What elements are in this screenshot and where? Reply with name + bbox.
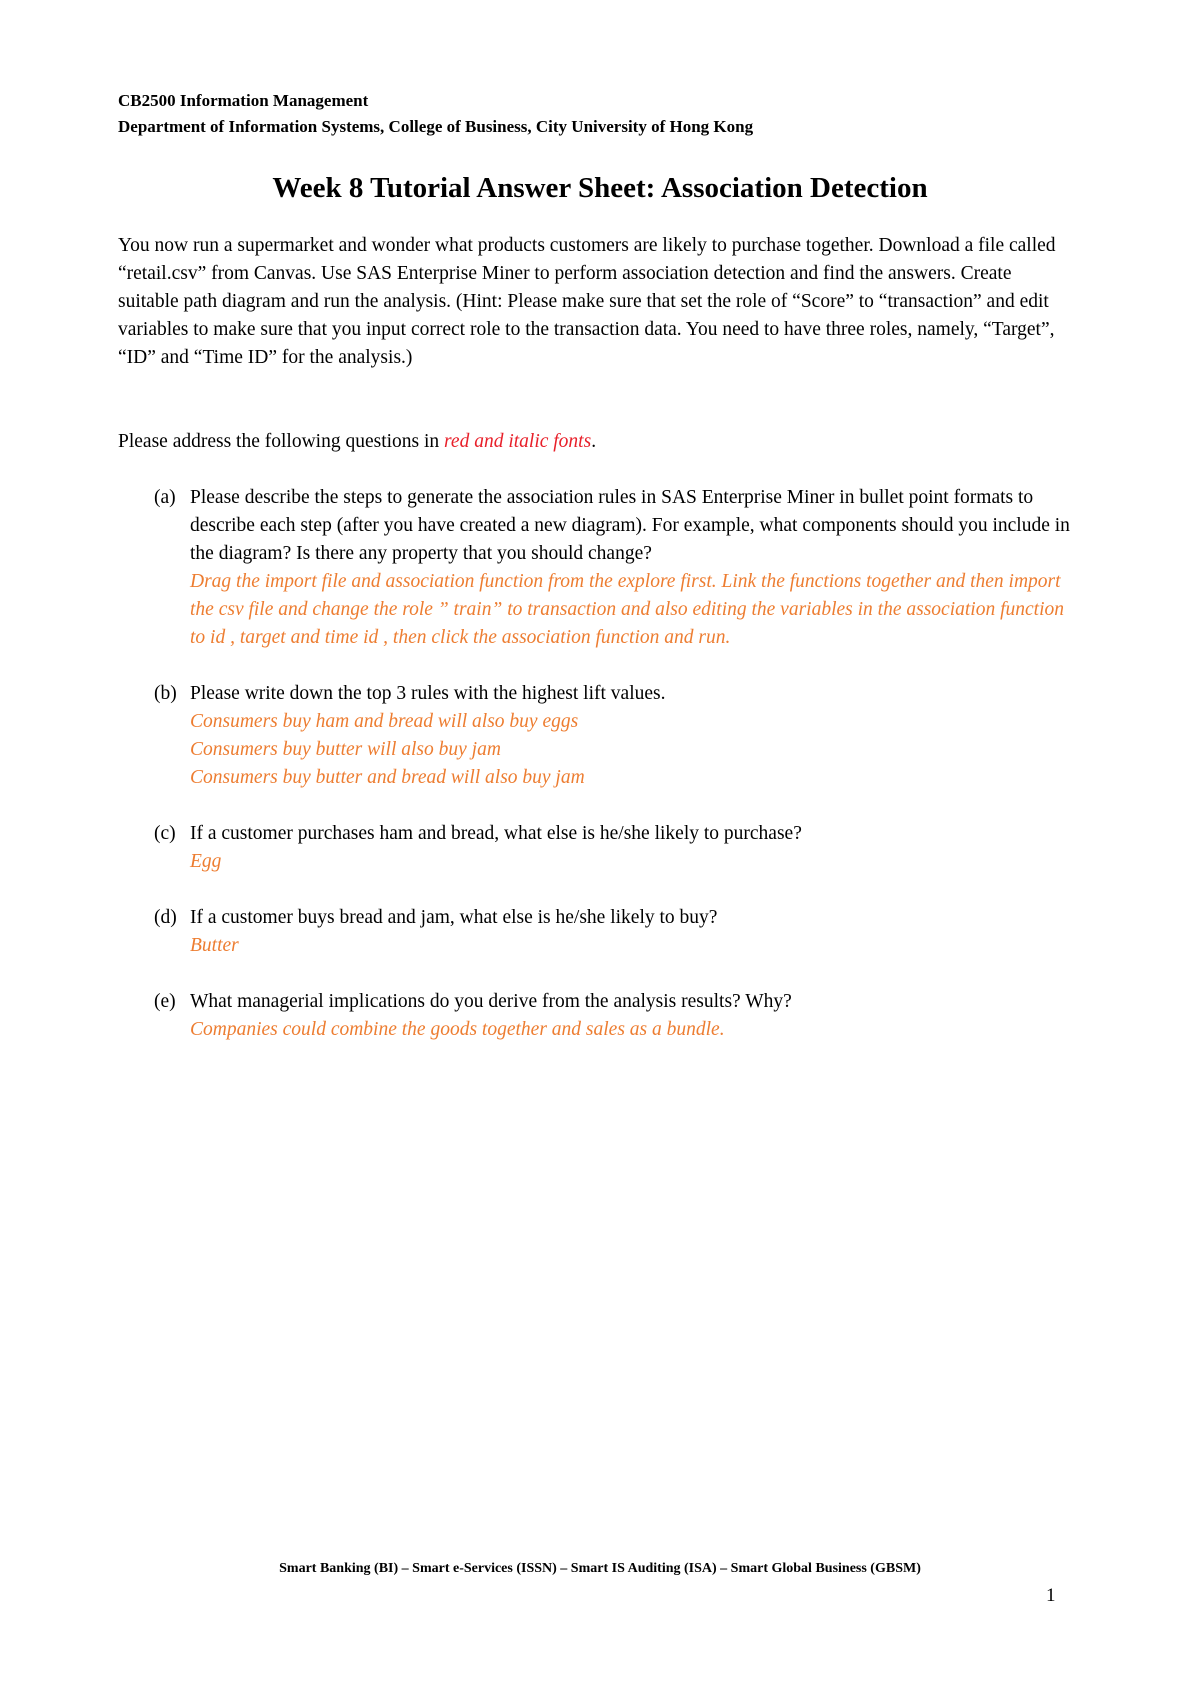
intro-text: You now run a supermarket and wonder what products customers are likely to purchase together. Download a file called “retail.csv” from Canvas. Use SAS Enterprise Miner to perform association detection and find the answers. Create suitable path diagram and run the analysis. (Hint: Please make sure that set the role of “Score” to “transaction” and edit variables to make sure that you input correct role to the transaction data. You need to have three roles, namely, “Target”, “ID” and “Time ID” for the analysis.) bbox=[118, 235, 1056, 368]
answer-text: Drag the import file and association function from the explore first. Link the functions together and then import the csv file and change the role ” train” to transaction and also editing the variables in the association function to id , target and time id , then click the association function and run. bbox=[190, 571, 1064, 648]
question-letter: (c) bbox=[154, 823, 176, 844]
question-text: Please describe the steps to generate the association rules in SAS Enterprise Miner in bullet point formats to describe each step (after you have created a new diagram). For example, what components should you include in the diagram? Is there any property that you should change? bbox=[190, 487, 1070, 564]
page-number: 1 bbox=[1046, 1585, 1056, 1606]
document-header bbox=[118, 88, 753, 140]
question-text: If a customer buys bread and jam, what else is he/she likely to buy? bbox=[190, 907, 718, 928]
instruction-line bbox=[118, 428, 596, 456]
question-text: Please write down the top 3 rules with the highest lift values. bbox=[190, 683, 666, 704]
department-name: Department of Information Systems, College of Business, City University of Hong Kong bbox=[118, 117, 754, 136]
answer-text: Butter bbox=[190, 935, 239, 956]
question-letter: (a) bbox=[154, 487, 176, 508]
answer-text: Consumers buy ham and bread will also buy eggs bbox=[190, 711, 579, 732]
answer-text: Consumers buy butter and bread will also buy jam bbox=[190, 767, 585, 788]
answer-text: Consumers buy butter will also buy jam bbox=[190, 739, 501, 760]
answer-text: Egg bbox=[190, 851, 222, 872]
question-d bbox=[154, 904, 1074, 960]
question-e bbox=[154, 988, 1074, 1044]
question-a bbox=[154, 484, 1074, 652]
intro-paragraph bbox=[118, 232, 1058, 372]
question-letter: (d) bbox=[154, 907, 177, 928]
instruction-prefix: Please address the following questions in bbox=[118, 431, 445, 452]
question-letter: (b) bbox=[154, 683, 177, 704]
page-title: Week 8 Tutorial Answer Sheet: Association Detection bbox=[272, 172, 928, 204]
question-letter: (e) bbox=[154, 991, 176, 1012]
course-name: CB2500 Information Management bbox=[118, 91, 369, 110]
question-text: If a customer purchases ham and bread, what else is he/she likely to purchase? bbox=[190, 823, 802, 844]
question-b bbox=[154, 680, 1074, 792]
question-text: What managerial implications do you derive from the analysis results? Why? bbox=[190, 991, 792, 1012]
question-c bbox=[154, 820, 1074, 876]
instruction-suffix: . bbox=[591, 431, 597, 452]
instruction-highlight: red and italic fonts bbox=[444, 431, 592, 452]
question-list bbox=[154, 484, 1074, 1072]
answer-text: Companies could combine the goods together and sales as a bundle. bbox=[190, 1019, 725, 1040]
page-footer: Smart Banking (BI) – Smart e-Services (ISSN) – Smart IS Auditing (ISA) – Smart Global Business (GBSM) bbox=[279, 1561, 921, 1576]
